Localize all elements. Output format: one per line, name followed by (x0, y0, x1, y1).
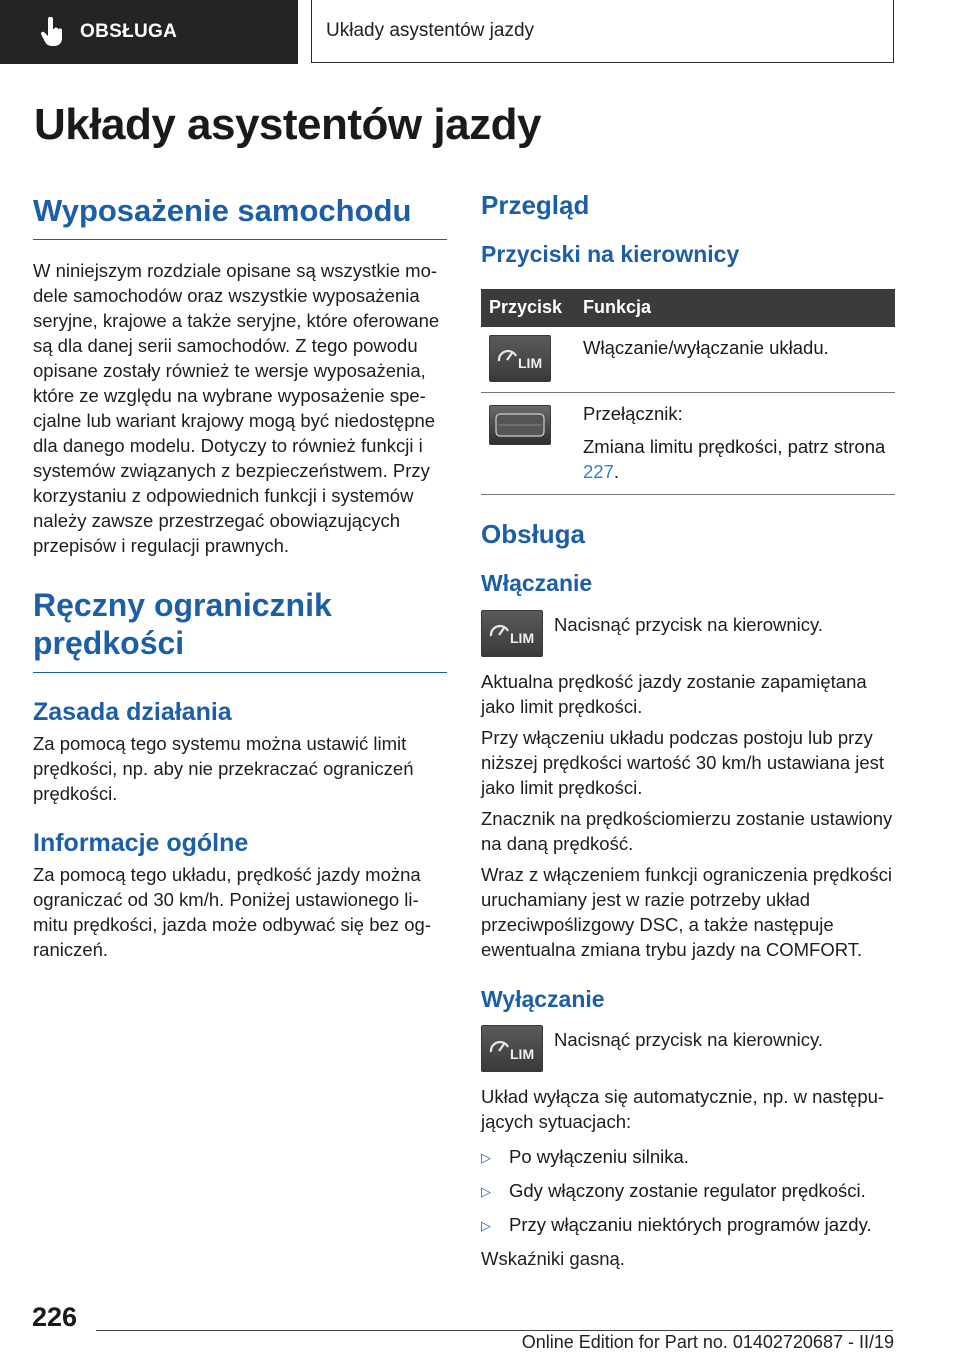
steering-buttons-heading: Przyciski na kierownicy (481, 241, 740, 268)
rocker-switch-icon (489, 405, 551, 445)
switch-off-instruction (481, 1025, 895, 1072)
row2-line2 (583, 434, 887, 484)
list-item-text: Gdy włączony zostanie regulator prędkości. (509, 1180, 866, 1202)
chapter-tab-label: Układy asystentów jazdy (326, 20, 535, 41)
principle-heading: Zasada działania (33, 698, 232, 727)
switch-off-conditions (481, 1144, 895, 1238)
footer-divider (96, 1330, 893, 1331)
page-number: 226 (32, 1302, 78, 1332)
equipment-text: W niniejszym rozdziale opisane są wszystkie modele samochodów oraz wszystkie wyposażenia seryjne, krajowe a także seryjne, które oferowane są dla danej serii samochodów. Z tego powodu opisane zostały również te wersje wyposażenia, które ze względu na wybrane wyposażenie specjalne lub wariant krajowy mogą być niedostępne dla danego modelu. Dotyczy to również funkcji i systemów związanych z bezpieczeństwem. Przy korzystaniu z odpowiednich funkcji i systemów należy zawsze przestrzegać obowiązujących przepisów i regulacji prawnych. (33, 260, 440, 557)
pointing-hand-icon (40, 17, 66, 47)
list-item (481, 1212, 895, 1238)
lim-button-icon (481, 1025, 543, 1072)
row2-line2-text: Zmiana limitu prędkości, patrz strona (583, 435, 886, 457)
row1-function: Włączanie/wyłączanie układu. (575, 327, 895, 393)
principle-text: Za pomocą tego systemu można ustawić limit prędkości, np. aby nie przekraczać ograniczeń prędkości. (33, 733, 414, 805)
switch-on-heading: Włączanie (481, 569, 593, 596)
operation-heading: Obsługa (481, 518, 586, 549)
svg-text:LIM: LIM (518, 355, 543, 372)
rocker-button-cell (481, 392, 575, 494)
table-row (481, 327, 895, 393)
buttons-table (481, 289, 895, 495)
triangle-bullet-icon: ▷ (481, 1218, 491, 1234)
page-link-227[interactable]: 227 (583, 460, 614, 482)
switch-off-heading: Wyłączanie (481, 985, 605, 1012)
overview-heading: Przegląd (481, 190, 590, 220)
svg-text:LIM: LIM (510, 630, 535, 647)
chapter-tab[interactable] (311, 0, 894, 63)
switch-off-para-2: Wskaźniki gasną. (481, 1248, 625, 1270)
list-item-text: Po wyłączeniu silnika. (509, 1146, 689, 1168)
list-item (481, 1178, 895, 1204)
table-row (481, 392, 895, 494)
right-column (481, 190, 895, 1271)
list-item-text: Przy włączaniu niektórych programów jazdy. (509, 1214, 872, 1236)
page-header (0, 0, 960, 66)
col-button-header: Przycisk (481, 289, 575, 327)
section-tab[interactable] (0, 0, 298, 64)
edition-note: Online Edition for Part no. 01402720687 - II/19 (521, 1332, 894, 1352)
row2-function (575, 392, 895, 494)
lim-button-icon (489, 335, 551, 382)
svg-text:LIM: LIM (510, 1045, 535, 1062)
general-heading: Informacje ogólne (33, 829, 249, 858)
switch-on-para-3: Znacznik na prędkościomierzu zostanie ustawiony na daną prędkość. (481, 807, 893, 854)
switch-on-press-text: Nacisnąć przycisk na kierownicy. (554, 613, 824, 635)
table-header-row (481, 289, 895, 327)
switch-off-para-1: Układ wyłącza się automatycznie, np. w następujących sytuacjach: (481, 1086, 885, 1133)
lim-button-icon (481, 610, 543, 657)
equipment-heading: Wyposażenie samochodu (33, 192, 447, 240)
lim-button-cell (481, 327, 575, 393)
row2-suffix: . (613, 460, 620, 482)
page-title: Układy asystentów jazdy (34, 100, 541, 149)
general-text: Za pomocą tego układu, prędkość jazdy można ograniczać od 30 km/h. Poniżej ustawionego limitu prędkości, jazda może odbywać się bez ograniczeń. (33, 864, 431, 961)
switch-off-press-text: Nacisnąć przycisk na kierownicy. (554, 1029, 824, 1051)
left-column (33, 192, 447, 962)
section-tab-label: OBSŁUGA (80, 21, 178, 42)
triangle-bullet-icon: ▷ (481, 1150, 491, 1166)
limiter-heading: Ręczny ogranicznik prędkości (33, 586, 447, 673)
triangle-bullet-icon: ▷ (481, 1184, 491, 1200)
switch-on-para-1: Aktualna prędkość jazdy zostanie zapamiętana jako limit prędkości. (481, 670, 867, 717)
row2-line1: Przełącznik: (583, 402, 683, 424)
list-item (481, 1144, 895, 1170)
switch-on-para-4: Wraz z włączeniem funkcji ograniczenia prędkości uruchamiany jest w razie potrzeby układ przeciwpoślizgowy DSC, a także następuje ewentualna zmiana trybu jazdy na COMFORT. (481, 863, 892, 960)
col-function-header: Funkcja (575, 289, 895, 327)
switch-on-instruction (481, 610, 895, 657)
switch-on-para-2: Przy włączeniu układu podczas postoju lub przy niższej prędkości wartość 30 km/h ustawiana jest jako limit prędkości. (481, 726, 885, 798)
